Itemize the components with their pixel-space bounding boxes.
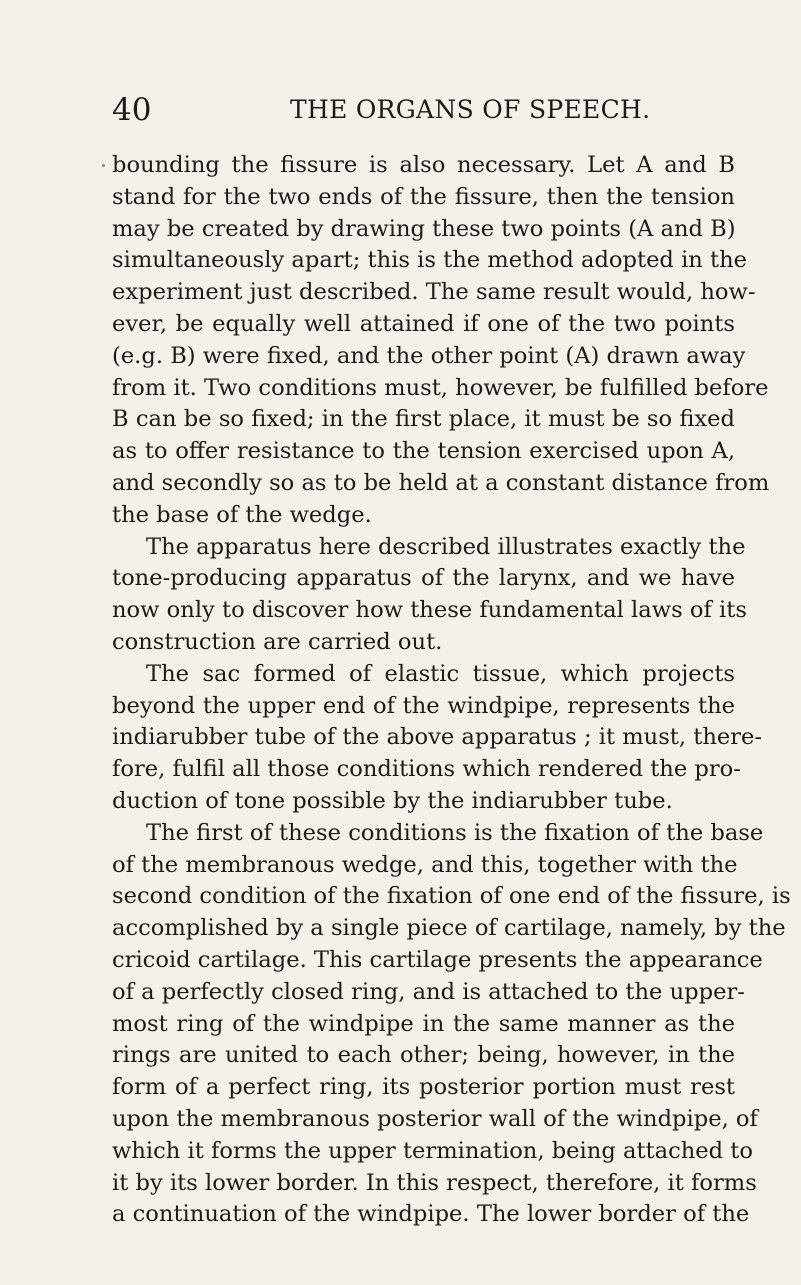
page-number: 40 — [112, 92, 152, 128]
text-line: The apparatus here described illustrates exactly the — [146, 533, 746, 560]
text-line: as to offer resistance to the tension exercised upon A, — [112, 438, 735, 465]
text-line: cricoid cartilage. This cartilage presents the appearance — [112, 946, 763, 973]
text-line: indiarubber tube of the above apparatus ; it must, there- — [112, 724, 763, 751]
text-line: of the membranous wedge, and this, together with the — [112, 851, 738, 878]
text-line: beyond the upper end of the windpipe, represents the — [112, 692, 735, 719]
text-line: tone-producing apparatus of the larynx, and we have — [112, 565, 735, 592]
text-line: construction are carried out. — [112, 628, 443, 655]
text-line: from it. Two conditions must, however, be fulfilled before — [112, 374, 769, 401]
text-line: second condition of the fixation of one end of the fissure, is — [112, 883, 791, 910]
running-title: THE ORGANS OF SPEECH. — [290, 95, 651, 124]
text-line: most ring of the windpipe in the same manner as the — [112, 1010, 735, 1037]
text-line: The sac formed of elastic tissue, which projects — [146, 660, 735, 687]
text-line: upon the membranous posterior wall of the windpipe, of — [112, 1105, 758, 1132]
text-line: accomplished by a single piece of cartilage, namely, by the — [112, 915, 786, 942]
text-line: simultaneously apart; this is the method adopted in the — [112, 247, 748, 274]
text-line: bounding the fissure is also necessary. Let A and B — [112, 150, 735, 182]
text-line: rings are united to each other; being, however, in the — [112, 1042, 735, 1069]
text-line: The first of these conditions is the fixation of the base — [146, 819, 764, 846]
text-line: (e.g. B) were fixed, and the other point (A) drawn away — [112, 342, 746, 369]
text-line: may be created by drawing these two points (A and B) — [112, 215, 736, 242]
text-line: now only to discover how these fundamental laws of its — [112, 597, 747, 624]
page-header — [112, 92, 732, 132]
text-line: stand for the two ends of the fissure, then the tension — [112, 183, 735, 210]
text-line: of a perfectly closed ring, and is attached to the upper- — [112, 978, 745, 1005]
text-line: duction of tone possible by the indiarubber tube. — [112, 787, 673, 814]
text-line: B can be so fixed; in the first place, it must be so fixed — [112, 406, 735, 433]
text-line: it by its lower border. In this respect, therefore, it forms — [112, 1169, 757, 1196]
text-line: ever, be equally well attained if one of the two points — [112, 310, 735, 337]
text-line: form of a perfect ring, its posterior portion must rest — [112, 1074, 735, 1101]
text-line: which it forms the upper termination, being attached to — [112, 1137, 753, 1164]
text-line: fore, fulfil all those conditions which rendered the pro- — [112, 756, 741, 783]
text-line: a continuation of the windpipe. The lower border of the — [112, 1201, 750, 1228]
text-line: and secondly so as to be held at a constant distance from — [112, 469, 770, 496]
text-line: experiment just described. The same result would, how- — [112, 279, 756, 306]
body-text — [112, 150, 791, 1231]
text-line: the base of the wedge. — [112, 501, 372, 528]
